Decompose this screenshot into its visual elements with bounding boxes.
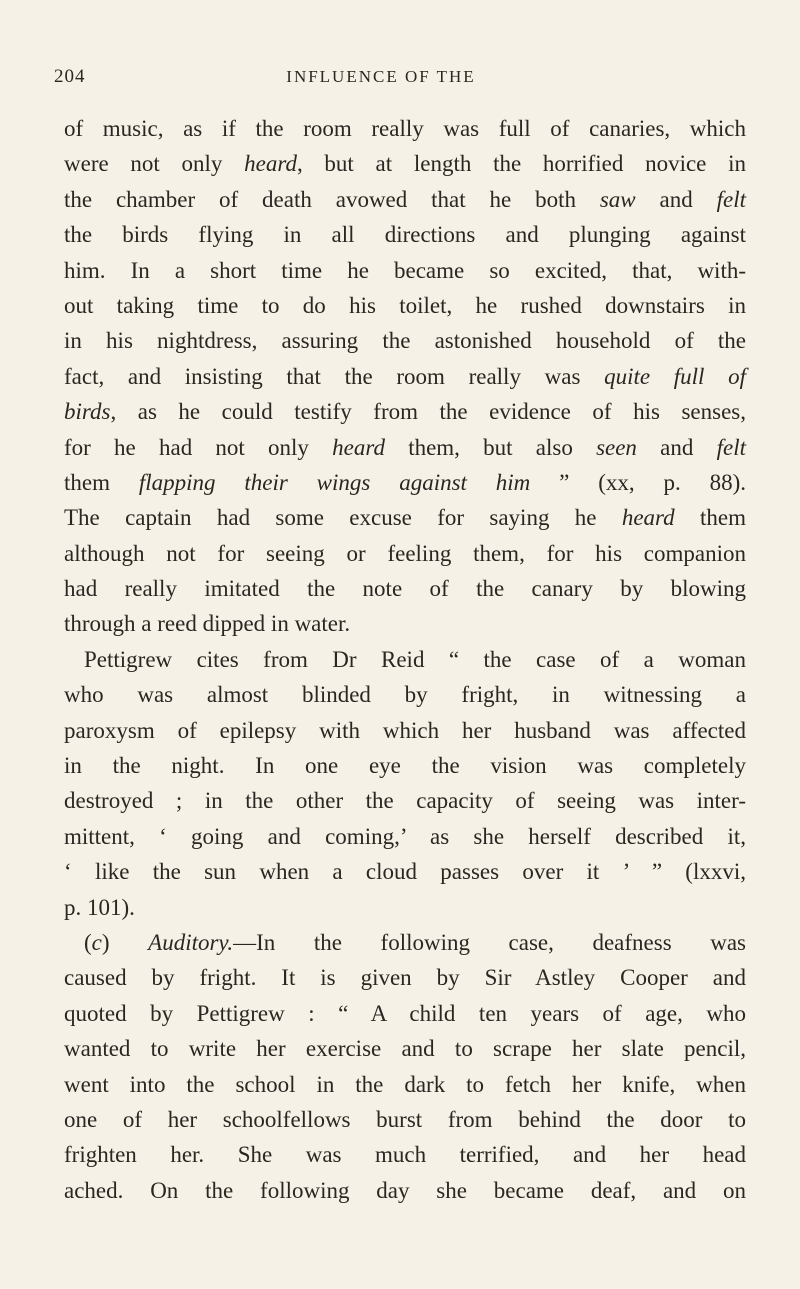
- text-line: [64, 925, 746, 960]
- text-line: [64, 359, 746, 394]
- text-run: and: [635, 186, 717, 212]
- text-run: ached. On the following day she became deaf, and on: [64, 1177, 746, 1203]
- text-run: who was almost blinded by fright, in witnessing a: [64, 682, 746, 708]
- text-line: [64, 1067, 746, 1102]
- text-line: [64, 430, 746, 465]
- text-run: the birds flying in all directions and plunging against: [64, 222, 746, 248]
- italic-text: Auditory.: [148, 929, 234, 955]
- text-run: had really imitated the note of the canary by blowing: [64, 576, 746, 602]
- text-line: [64, 996, 746, 1031]
- text-run: of music, as if the room really was full of canaries, which: [64, 116, 746, 141]
- text-line: [64, 217, 746, 252]
- text-line: [64, 253, 746, 288]
- text-line: [64, 819, 746, 854]
- text-run: —In the following case, deafness was: [233, 929, 746, 955]
- text-line: [64, 394, 746, 429]
- text-run: destroyed ; in the other the capacity of seeing was inter-: [64, 788, 746, 814]
- running-head: INFLUENCE OF THE: [286, 67, 476, 86]
- text-line: [64, 465, 746, 500]
- text-run: in the night. In one eye the vision was completely: [64, 753, 746, 779]
- italic-text: felt: [716, 434, 746, 460]
- italic-text: quite full of: [604, 363, 746, 389]
- text-line: [64, 783, 746, 818]
- italic-text: heard: [244, 151, 297, 177]
- text-run: ” (xx, p. 88).: [530, 469, 746, 495]
- text-line: [64, 1031, 746, 1066]
- text-run: Pettigrew cites from Dr Reid “ the case of a woman: [84, 646, 746, 672]
- text-run: fact, and insisting that the room really was: [64, 363, 605, 389]
- text-line: [64, 1137, 746, 1172]
- italic-text: seen: [596, 434, 637, 460]
- text-line: [64, 111, 746, 146]
- text-run: (: [84, 929, 92, 955]
- italic-text: birds: [64, 399, 111, 425]
- italic-text: c: [91, 929, 102, 955]
- text-line: [64, 571, 746, 606]
- text-run: and: [636, 434, 717, 460]
- text-line: [64, 677, 746, 712]
- text-line: [64, 1173, 746, 1208]
- text-run: in his nightdress, assuring the astonished household of the: [64, 328, 746, 354]
- text-run: mittent, ‘ going and coming,’ as she herself described it,: [64, 823, 746, 849]
- italic-text: heard: [332, 434, 385, 460]
- italic-text: felt: [716, 186, 746, 212]
- text-run: , but at length the horrified novice in: [296, 151, 746, 177]
- italic-text: saw: [599, 186, 636, 212]
- text-run: quoted by Pettigrew : “ A child ten years of age, who: [64, 1000, 746, 1026]
- body-text: [64, 111, 746, 1208]
- italic-text: flapping their wings against him: [138, 469, 531, 495]
- text-run: ): [101, 929, 149, 955]
- text-line: [64, 713, 746, 748]
- text-run: ‘ like the sun when a cloud passes over it ’ ” (lxxvi,: [64, 859, 746, 885]
- page-number: 204: [54, 66, 86, 87]
- text-run: for he had not only: [64, 434, 333, 460]
- text-line: [64, 288, 746, 323]
- text-run: paroxysm of epilepsy with which her husband was affected: [64, 717, 746, 743]
- text-line: [64, 642, 746, 677]
- italic-text: heard: [621, 505, 675, 531]
- text-run: the chamber of death avowed that he both: [64, 186, 600, 212]
- text-run: him. In a short time he became so excited, that, with-: [64, 257, 746, 283]
- text-run: The captain had some excuse for saying he: [64, 505, 622, 531]
- text-run: them: [64, 469, 139, 495]
- text-line: [64, 536, 746, 571]
- text-run: went into the school in the dark to fetch her knife, when: [64, 1071, 746, 1097]
- text-run: through a reed dipped in water.: [64, 611, 351, 637]
- page-header: [54, 66, 754, 90]
- text-run: caused by fright. It is given by Sir Astley Cooper and: [64, 965, 746, 991]
- text-run: although not for seeing or feeling them, for his companion: [64, 540, 746, 566]
- text-run: out taking time to do his toilet, he rushed downstairs in: [64, 292, 746, 318]
- text-line: [64, 1102, 746, 1137]
- text-run: them, but also: [384, 434, 597, 460]
- text-run: were not only: [64, 151, 245, 177]
- text-line: [64, 890, 746, 925]
- text-run: one of her schoolfellows burst from behind the door to: [64, 1106, 746, 1132]
- text-run: p. 101).: [64, 894, 135, 920]
- text-line: [64, 500, 746, 535]
- text-line: [64, 606, 746, 641]
- text-line: [64, 960, 746, 995]
- text-line: [64, 182, 746, 217]
- text-line: [64, 748, 746, 783]
- text-run: wanted to write her exercise and to scrape her slate pencil,: [64, 1036, 746, 1062]
- text-line: [64, 323, 746, 358]
- text-run: frighten her. She was much terrified, and her head: [64, 1142, 746, 1168]
- text-line: [64, 854, 746, 889]
- text-line: [64, 146, 746, 181]
- text-run: them: [674, 505, 746, 531]
- text-run: , as he could testify from the evidence of his senses,: [110, 399, 746, 425]
